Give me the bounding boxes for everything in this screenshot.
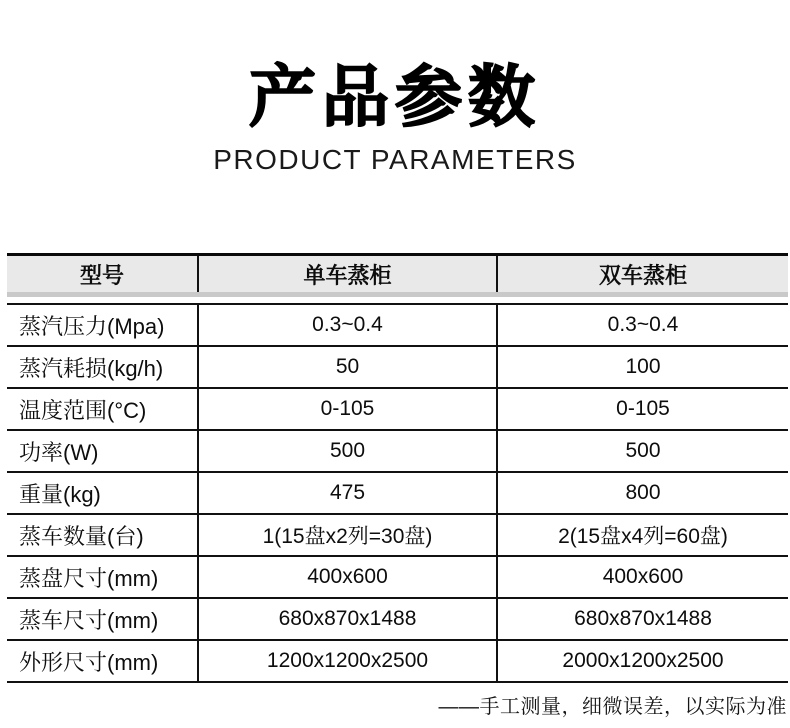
table-row (7, 431, 788, 473)
title-block (0, 58, 790, 176)
row-value-double: 680x870x1488 (496, 599, 788, 639)
column-header-double-cart: 双车蒸柜 (496, 256, 788, 292)
row-label: 蒸车数量(台) (19, 523, 144, 549)
row-value-single: 680x870x1488 (197, 599, 496, 639)
row-value-double: 2000x1200x2500 (496, 641, 788, 681)
table-row (7, 599, 788, 641)
row-value-single: 475 (197, 473, 496, 513)
row-value-double: 400x600 (496, 557, 788, 597)
row-value-double: 0-105 (496, 389, 788, 429)
table-row (7, 347, 788, 389)
row-value-double: 100 (496, 347, 788, 387)
page-subtitle: PRODUCT PARAMETERS (213, 144, 577, 176)
table-row (7, 515, 788, 557)
product-parameters-table (7, 253, 788, 683)
table-row (7, 473, 788, 515)
row-label: 蒸车尺寸(mm) (19, 607, 159, 633)
table-row (7, 389, 788, 431)
table-header-row (7, 253, 788, 292)
measurement-disclaimer: ——手工测量，细微误差，以实际为准 (438, 696, 787, 718)
row-value-double: 2(15盘x4列=60盘) (496, 515, 788, 555)
row-label: 蒸汽耗损(kg/h) (19, 355, 164, 381)
row-value-single: 0.3~0.4 (197, 305, 496, 345)
row-label: 外形尺寸(mm) (19, 649, 159, 675)
row-value-double: 500 (496, 431, 788, 471)
row-label: 重量(kg) (19, 481, 101, 507)
row-value-single: 1(15盘x2列=30盘) (197, 515, 496, 555)
column-header-model: 型号 (79, 262, 124, 288)
table-row (7, 305, 788, 347)
table-row (7, 557, 788, 599)
row-value-double: 800 (496, 473, 788, 513)
row-value-double: 0.3~0.4 (496, 305, 788, 345)
table-body (7, 303, 788, 683)
row-label: 温度范围(°C) (19, 397, 147, 423)
row-value-single: 400x600 (197, 557, 496, 597)
row-value-single: 1200x1200x2500 (197, 641, 496, 681)
row-value-single: 50 (197, 347, 496, 387)
row-label: 蒸汽压力(Mpa) (19, 313, 165, 339)
row-label: 蒸盘尺寸(mm) (19, 565, 159, 591)
row-label: 功率(W) (19, 439, 99, 465)
page-title: 产品参数 (249, 60, 541, 135)
column-header-single-cart: 单车蒸柜 (197, 256, 496, 292)
row-value-single: 500 (197, 431, 496, 471)
row-value-single: 0-105 (197, 389, 496, 429)
table-row (7, 641, 788, 683)
